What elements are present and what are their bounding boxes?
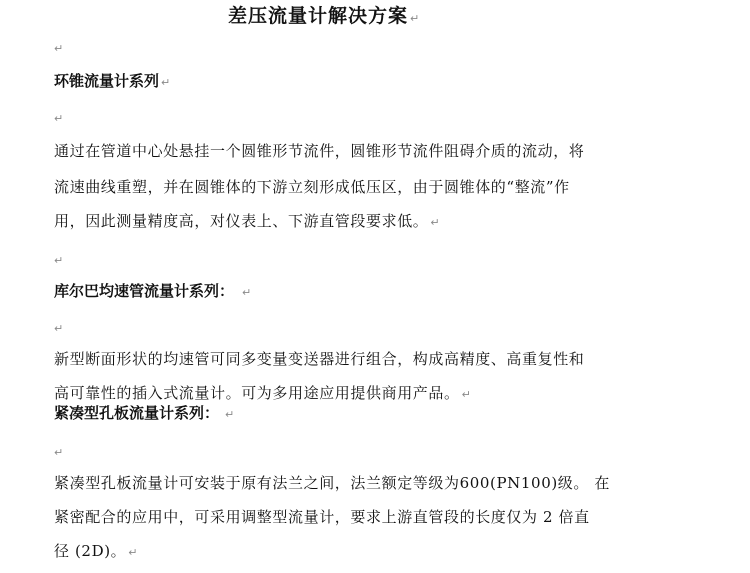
empty-paragraph-mark-icon: ↵ [54, 446, 64, 459]
body-text-line: 用，因此测量精度高，对仪表上、下游直管段要求低。 ↵ [54, 212, 441, 230]
paragraph-mark-icon: ↵ [161, 76, 171, 89]
body-text-line: 径 (2D)。 ↵ [54, 542, 139, 560]
empty-paragraph-mark-icon: ↵ [54, 254, 64, 267]
empty-paragraph-mark-icon: ↵ [54, 112, 64, 125]
empty-paragraph-mark-icon: ↵ [54, 42, 64, 55]
body-text-line: 通过在管道中心处悬挂一个圆锥形节流件，圆锥形节流件阻碍介质的流动，将 [54, 142, 585, 160]
section-heading: 环锥流量计系列 ↵ [54, 72, 171, 90]
paragraph-mark-icon: ↵ [410, 12, 421, 25]
paragraph-mark-icon: ↵ [225, 408, 235, 421]
paragraph-mark-icon: ↵ [461, 388, 472, 401]
empty-paragraph-mark-icon: ↵ [54, 322, 64, 335]
body-text-line: 高可靠性的插入式流量计。可为多用途应用提供商用产品。 ↵ [54, 384, 472, 402]
section-heading: 紧凑型孔板流量计系列： ↵ [54, 404, 235, 422]
body-text-line: 流速曲线重塑，并在圆锥体的下游立刻形成低压区，由于圆锥体的“整流”作 [54, 178, 570, 196]
body-text-line: 新型断面形状的均速管可同多变量变送器进行组合，构成高精度、高重复性和 [54, 350, 585, 368]
paragraph-mark-icon: ↵ [128, 546, 139, 559]
body-text-line: 紧密配合的应用中，可采用调整型流量计，要求上游直管段的长度仅为 2 倍直 [54, 508, 590, 526]
section-heading: 库尔巴均速管流量计系列： ↵ [54, 282, 252, 300]
paragraph-mark-icon: ↵ [242, 286, 252, 299]
body-text-line: 紧凑型孔板流量计可安装于原有法兰之间，法兰额定等级为600(PN100)级。 在 [54, 474, 610, 492]
document-title: 差压流量计解决方案 ↵ [228, 5, 421, 27]
paragraph-mark-icon: ↵ [430, 216, 441, 229]
